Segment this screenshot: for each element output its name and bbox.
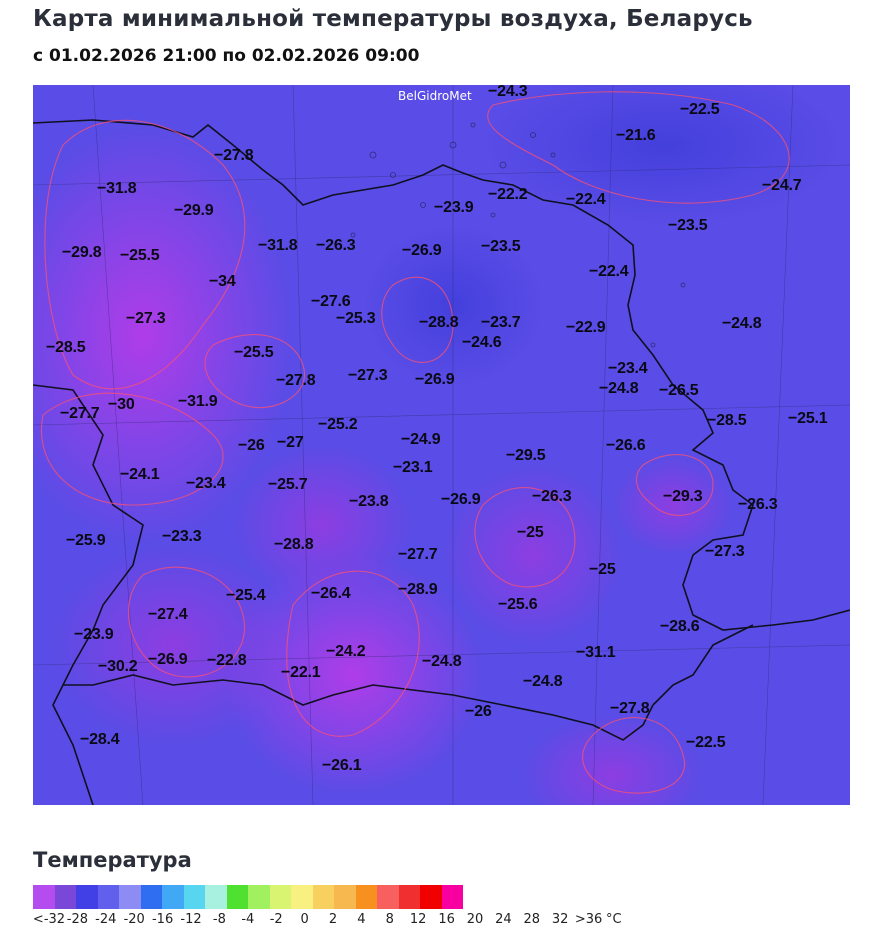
legend-tick: 4 xyxy=(357,912,366,927)
temperature-label: −26.3 xyxy=(532,488,572,505)
legend-tick: -12 xyxy=(180,912,202,927)
temperature-label: −28.4 xyxy=(80,731,120,748)
temperature-label: −29.8 xyxy=(62,244,102,261)
legend-swatch xyxy=(33,885,55,909)
temperature-label: −27.3 xyxy=(348,367,388,384)
temperature-label: −24.6 xyxy=(462,334,502,351)
temperature-label: −27.7 xyxy=(398,546,438,563)
temperature-label: −27.3 xyxy=(705,543,745,560)
legend-title: Температура xyxy=(33,848,192,872)
temperature-label: −24.7 xyxy=(762,177,802,194)
temperature-label: −29.5 xyxy=(506,447,546,464)
legend-tick: -4 xyxy=(241,912,255,927)
temperature-label: −27.8 xyxy=(610,700,650,717)
legend-swatch xyxy=(399,885,421,909)
temperature-label: −31.1 xyxy=(576,644,616,661)
temperature-label: −30 xyxy=(108,396,135,413)
temperature-label: −24.2 xyxy=(326,643,366,660)
temperature-label: −28.5 xyxy=(46,339,86,356)
date-range-subtitle: с 01.02.2026 21:00 по 02.02.2026 09:00 xyxy=(33,46,420,66)
legend-tick: -24 xyxy=(95,912,117,927)
legend-tick: -20 xyxy=(123,912,145,927)
temperature-label: −23.3 xyxy=(162,528,202,545)
temperature-label: −24.1 xyxy=(120,466,160,483)
temperature-label: −25.7 xyxy=(268,476,308,493)
page-title: Карта минимальной температуры воздуха, Беларусь xyxy=(33,6,753,32)
temperature-label: −26.9 xyxy=(402,242,442,259)
legend-swatch xyxy=(291,885,313,909)
temperature-label: −21.6 xyxy=(616,127,656,144)
legend-tick: 12 xyxy=(409,912,427,927)
temperature-label: −26 xyxy=(238,437,265,454)
temperature-label: −26.3 xyxy=(738,496,778,513)
temperature-label: −23.5 xyxy=(668,217,708,234)
legend-tick: <-32 xyxy=(32,912,66,927)
legend-swatch xyxy=(334,885,356,909)
legend-swatch xyxy=(270,885,292,909)
legend-swatch xyxy=(162,885,184,909)
temperature-label: −22.5 xyxy=(680,101,720,118)
legend-tick: -8 xyxy=(212,912,226,927)
temperature-label: −26 xyxy=(465,703,492,720)
temperature-label: −25.6 xyxy=(498,596,538,613)
legend-swatch xyxy=(119,885,141,909)
temperature-label: −24.8 xyxy=(523,673,563,690)
legend-unit: °C xyxy=(606,912,622,927)
temperature-label: −22.8 xyxy=(207,652,247,669)
temperature-label: −24.8 xyxy=(599,380,639,397)
temperature-label: −22.9 xyxy=(566,319,606,336)
legend-swatch xyxy=(227,885,249,909)
temperature-label: −26.9 xyxy=(441,491,481,508)
legend-swatch xyxy=(356,885,378,909)
temperature-label: −25.5 xyxy=(120,247,160,264)
temperature-label: −27.6 xyxy=(311,293,351,310)
legend-swatch xyxy=(248,885,270,909)
temperature-label: −22.5 xyxy=(686,734,726,751)
temperature-label: −25.3 xyxy=(336,310,376,327)
temperature-label: −24.9 xyxy=(401,431,441,448)
temperature-label: −27.7 xyxy=(60,405,100,422)
temperature-label: −26.4 xyxy=(311,585,351,602)
legend-tick: 2 xyxy=(328,912,338,927)
temperature-label: −25.1 xyxy=(788,410,828,427)
legend-swatch xyxy=(76,885,98,909)
temperature-label: −29.3 xyxy=(663,488,703,505)
legend-tick: 0 xyxy=(300,912,309,927)
legend-tick: 28 xyxy=(523,912,541,927)
temperature-label: −23.1 xyxy=(393,459,433,476)
legend-tick: >36 xyxy=(574,912,603,927)
legend-swatch xyxy=(442,885,464,909)
brand-watermark: BelGidroMet xyxy=(398,89,472,103)
temperature-label: −23.4 xyxy=(608,360,648,377)
temperature-label: −28.5 xyxy=(707,412,747,429)
legend-swatch xyxy=(55,885,77,909)
temperature-label: −26.6 xyxy=(606,437,646,454)
legend-tick: 24 xyxy=(495,912,512,927)
temperature-label: −25.9 xyxy=(66,532,106,549)
legend-tick: -28 xyxy=(66,912,89,927)
temperature-map xyxy=(33,85,850,805)
legend-tick: 32 xyxy=(551,912,569,927)
legend-swatch xyxy=(184,885,206,909)
legend-swatch xyxy=(420,885,442,909)
temperature-label: −23.5 xyxy=(481,238,521,255)
temperature-label: −24.8 xyxy=(422,653,462,670)
temperature-label: −28.8 xyxy=(274,536,314,553)
legend-swatch xyxy=(377,885,399,909)
temperature-label: −34 xyxy=(209,273,236,290)
temperature-label: −23.9 xyxy=(434,199,474,216)
legend-swatch xyxy=(141,885,163,909)
temperature-label: −31.9 xyxy=(178,393,218,410)
legend-tick: -16 xyxy=(151,912,174,927)
temperature-label: −27.8 xyxy=(276,372,316,389)
temperature-label: −23.7 xyxy=(481,314,521,331)
temperature-label: −28.6 xyxy=(660,618,700,635)
temperature-label: −25.4 xyxy=(226,587,266,604)
temperature-label: −22.4 xyxy=(589,263,629,280)
temperature-label: −26.5 xyxy=(659,382,699,399)
legend-tick: 20 xyxy=(466,912,484,927)
temperature-label: −28.8 xyxy=(419,314,459,331)
temperature-label: −25 xyxy=(517,524,544,541)
temperature-label: −27.3 xyxy=(126,310,166,327)
map-canvas xyxy=(33,85,850,805)
temperature-label: −24.3 xyxy=(488,83,528,100)
temperature-label: −23.8 xyxy=(349,493,389,510)
legend-tick: -2 xyxy=(269,912,283,927)
temperature-label: −22.4 xyxy=(566,191,606,208)
legend-tick: 16 xyxy=(438,912,455,927)
legend-color-scale xyxy=(33,885,463,909)
temperature-label: −25.2 xyxy=(318,416,358,433)
temperature-label: −28.9 xyxy=(398,581,438,598)
temperature-label: −25 xyxy=(589,561,616,578)
temperature-label: −25.5 xyxy=(234,344,274,361)
temperature-label: −23.9 xyxy=(74,626,114,643)
temperature-label: −26.1 xyxy=(322,757,362,774)
temperature-label: −26.9 xyxy=(148,651,188,668)
temperature-label: −23.4 xyxy=(186,475,226,492)
temperature-label: −27 xyxy=(277,434,304,451)
temperature-label: −30.2 xyxy=(98,658,138,675)
temperature-label: −31.8 xyxy=(258,237,298,254)
temperature-label: −29.9 xyxy=(174,202,214,219)
temperature-label: −27.4 xyxy=(148,606,188,623)
legend-tick: 8 xyxy=(385,912,394,927)
temperature-label: −31.8 xyxy=(97,180,137,197)
temperature-label: −22.1 xyxy=(281,664,321,681)
legend-swatch xyxy=(313,885,335,909)
legend-swatch xyxy=(205,885,227,909)
temperature-label: −24.8 xyxy=(722,315,762,332)
temperature-label: −27.8 xyxy=(214,147,254,164)
legend-swatch xyxy=(98,885,120,909)
temperature-label: −26.9 xyxy=(415,371,455,388)
temperature-label: −26.3 xyxy=(316,237,356,254)
temperature-label: −22.2 xyxy=(488,186,528,203)
